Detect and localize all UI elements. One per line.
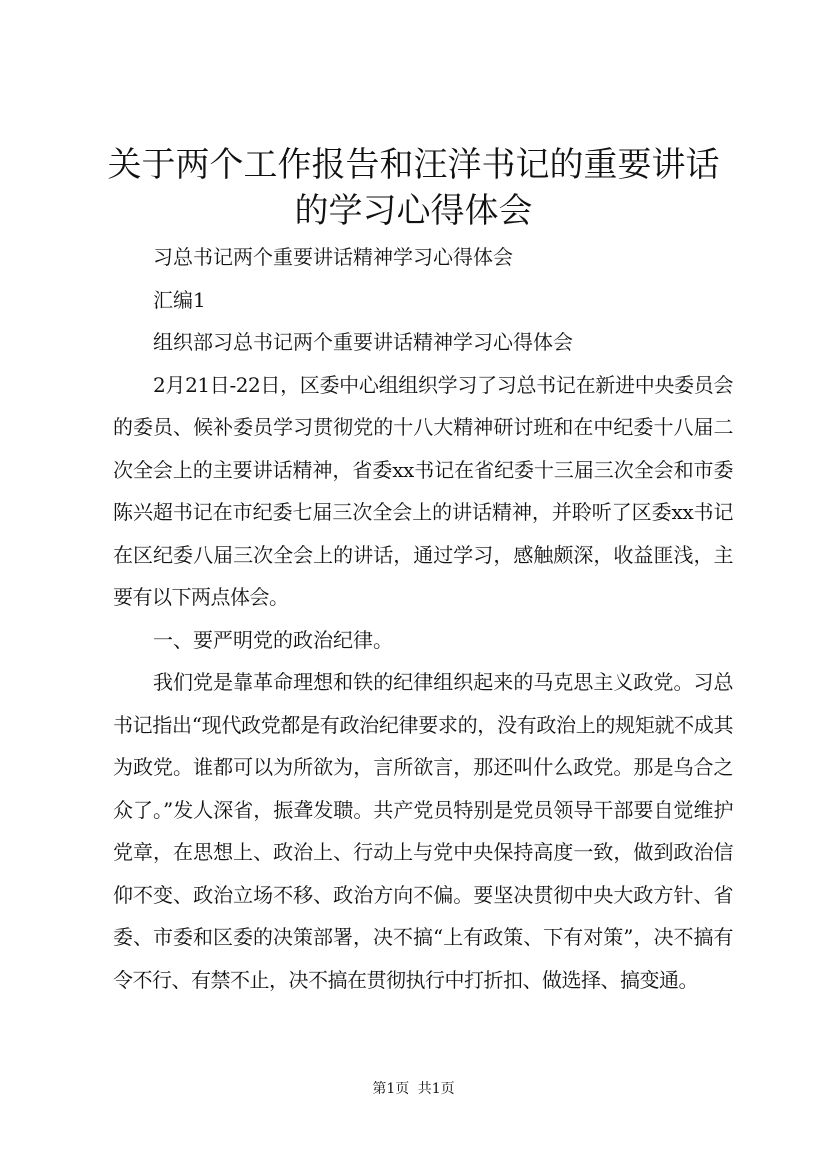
paragraph-section-heading: 一、要严明党的政治纪律。 — [153, 627, 393, 652]
paragraph-org-heading: 组织部习总书记两个重要讲话精神学习心得体会 — [153, 330, 573, 354]
paragraph-compilation: 汇编1 — [153, 287, 206, 312]
document-body — [113, 236, 733, 1001]
document-title: 关于两个工作报告和汪洋书记的重要讲话的学习心得体会 — [107, 145, 720, 231]
paragraph-discipline: 我们党是靠革命理想和铁的纪律组织起来的马克思主义政党。习总书记指出“现代政党都是有政治纪律要求的，没有政治上的规矩就不成其为政党。谁都可以为所欲为，言所欲言，那还叫什么政党。那是乌合之众了。”发人深省，振聋发聩。共产党员特别是党员领导干部要自觉维护党章，在思想上、政治上、行动上与党中央保持高度一致，做到政治信仰不变、政治立场不移、政治方向不偏。要坚决贯彻中央大政方针、省委、市委和区委的决策部署，决不搞“上有政策、下有对策”，决不搞有令不行、有禁不止，决不搞在贯彻执行中打折扣、做选择、搞变通。 — [113, 670, 733, 992]
page-number-footer: 第1页 共1页 — [372, 1081, 455, 1097]
paragraph-subtitle: 习总书记两个重要讲话精神学习心得体会 — [153, 245, 513, 269]
paragraph-intro: 2月21日-22日，区委中心组组织学习了习总书记在新进中央委员会的委员、候补委员学习贯彻党的十八大精神研讨班和在中纪委十八届二次全会上的主要讲话精神，省委xx书记在省纪委十三届三次全会和市委陈兴超书记在市纪委七届三次全会上的讲话精神，并聆听了区委xx书记在区纪委八届三次全会上的讲话，通过学习，感触颇深，收益匪浅，主要有以下两点体会。 — [113, 372, 733, 609]
